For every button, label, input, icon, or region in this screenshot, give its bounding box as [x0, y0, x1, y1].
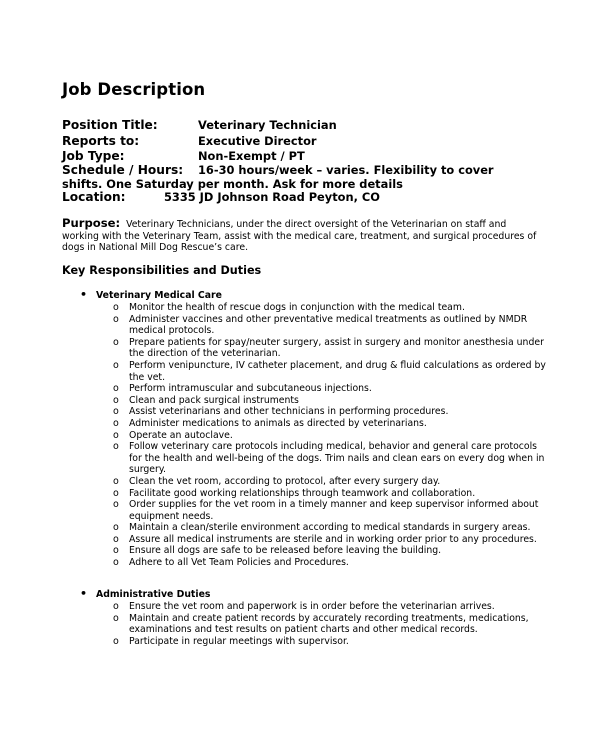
list-item-text: Perform venipuncture, IV catheter placement, and drug & fluid calculations as ordered by the vet. — [129, 359, 546, 383]
list-item-text: Operate an autoclave. — [129, 429, 233, 441]
section-heading-text: Veterinary Medical Care — [96, 290, 222, 301]
field-value: Non-Exempt / PT — [198, 149, 305, 163]
list-item-text: Participate in regular meetings with supervisor. — [129, 635, 349, 647]
field-label: Position Title: — [62, 118, 158, 132]
circle-bullet-icon: o — [113, 441, 119, 453]
field-value: Executive Director — [198, 134, 317, 148]
field-schedule — [62, 163, 494, 177]
field-label: Job Type: — [62, 149, 125, 163]
circle-bullet-icon: o — [113, 383, 119, 395]
schedule-continuation: shifts. One Saturday per month. Ask for more details — [62, 177, 403, 191]
circle-bullet-icon: o — [113, 635, 119, 647]
list-item-text: Assist veterinarians and other technicians in performing procedures. — [129, 406, 449, 418]
list-item-text: Maintain and create patient records by accurately recording treatments, medications, examinations and test results on patient charts and other medical records. — [129, 612, 529, 636]
field-job-type — [62, 149, 305, 163]
list-item — [80, 534, 550, 546]
list-item-text: Administer medications to animals as directed by veterinarians. — [129, 417, 427, 429]
field-value: 5335 JD Johnson Road Peyton, CO — [164, 190, 380, 204]
circle-bullet-icon: o — [113, 429, 119, 441]
circle-bullet-icon: o — [113, 302, 119, 313]
circle-bullet-icon: o — [113, 545, 119, 557]
list-item — [80, 302, 550, 314]
list-item — [80, 522, 550, 534]
list-item-text: Adhere to all Vet Team Policies and Procedures. — [129, 557, 349, 569]
field-position-title — [62, 118, 337, 132]
circle-bullet-icon: o — [113, 499, 119, 511]
list-item-text: Follow veterinary care protocols including medical, behavior and general care protocols for the health and well-being of the dogs. Trim nails and clean ears on every dog when in surgery. — [129, 441, 545, 476]
list-item-text: Facilitate good working relationships through teamwork and collaboration. — [129, 487, 476, 499]
list-item — [80, 557, 550, 569]
duties-list — [80, 302, 550, 569]
field-label: Location: — [62, 190, 126, 204]
list-item — [80, 337, 550, 360]
list-item-text: Order supplies for the vet room in a timely manner and keep supervisor informed about equipment needs. — [129, 499, 539, 522]
field-value: Veterinary Technician — [198, 118, 337, 132]
section-veterinary-medical-care — [80, 290, 550, 569]
field-label: Schedule / Hours: — [62, 163, 184, 177]
circle-bullet-icon: o — [113, 601, 119, 612]
list-item-text: Clean the vet room, according to protocol, after every surgery day. — [129, 475, 441, 487]
circle-bullet-icon: o — [113, 417, 119, 429]
field-reports-to — [62, 134, 317, 148]
list-item — [80, 383, 550, 395]
field-value: 16-30 hours/week – varies. Flexibility to cover — [198, 163, 494, 177]
list-item — [80, 499, 550, 522]
purpose-paragraph — [62, 218, 542, 254]
section-administrative-duties — [80, 589, 550, 647]
list-item-text: Ensure the vet room and paperwork is in order before the veterinarian arrives. — [129, 601, 495, 612]
list-item-text: Ensure all dogs are safe to be released before leaving the building. — [129, 545, 442, 557]
list-item-text: Assure all medical instruments are sterile and in working order prior to any procedures. — [129, 533, 537, 545]
list-item — [80, 418, 550, 430]
list-item-text: Clean and pack surgical instruments — [129, 394, 299, 406]
circle-bullet-icon: o — [113, 522, 119, 534]
circle-bullet-icon: o — [113, 533, 119, 545]
list-item — [80, 636, 550, 648]
circle-bullet-icon: o — [113, 313, 119, 325]
list-item — [80, 613, 550, 636]
page-title: Job Description — [62, 80, 206, 99]
list-item-text: Maintain a clean/sterile environment according to medical standards in surgery areas. — [129, 522, 531, 534]
circle-bullet-icon: o — [113, 612, 119, 624]
key-responsibilities-heading: Key Responsibilities and Duties — [62, 264, 262, 277]
bullet-icon: • — [80, 587, 88, 600]
purpose-label: Purpose: — [62, 216, 121, 230]
list-item — [80, 360, 550, 383]
list-item — [80, 476, 550, 488]
section-heading — [80, 290, 550, 302]
list-item — [80, 406, 550, 418]
circle-bullet-icon: o — [113, 406, 119, 418]
duties-list — [80, 601, 550, 647]
field-location — [62, 190, 380, 204]
list-item — [80, 430, 550, 442]
list-item — [80, 395, 550, 407]
list-item — [80, 545, 550, 557]
circle-bullet-icon: o — [113, 475, 119, 487]
list-item-text: Prepare patients for spay/neuter surgery, assist in surgery and monitor anesthesia under the direction of the veterinarian. — [129, 336, 544, 360]
list-item — [80, 488, 550, 500]
circle-bullet-icon: o — [113, 336, 119, 348]
list-item-text: Monitor the health of rescue dogs in conjunction with the medical team. — [129, 302, 465, 313]
section-heading — [80, 589, 550, 601]
list-item — [80, 441, 550, 476]
circle-bullet-icon: o — [113, 487, 119, 499]
purpose-text: Veterinary Technicians, under the direct oversight of the Veterinarian on staff and working with the Veterinary Team, assist with the medical care, treatment, and surgical procedures of dogs in National Mill Dog Rescue’s care. — [62, 219, 537, 254]
list-item-text: Administer vaccines and other preventative medical treatments as outlined by NMDR medical protocols. — [129, 313, 528, 337]
field-label: Reports to: — [62, 134, 140, 148]
circle-bullet-icon: o — [113, 394, 119, 406]
list-item — [80, 601, 550, 613]
section-heading-text: Administrative Duties — [96, 589, 211, 600]
list-item — [80, 314, 550, 337]
circle-bullet-icon: o — [113, 557, 119, 569]
bullet-icon: • — [80, 288, 88, 301]
list-item-text: Perform intramuscular and subcutaneous injections. — [129, 383, 372, 395]
circle-bullet-icon: o — [113, 359, 119, 371]
